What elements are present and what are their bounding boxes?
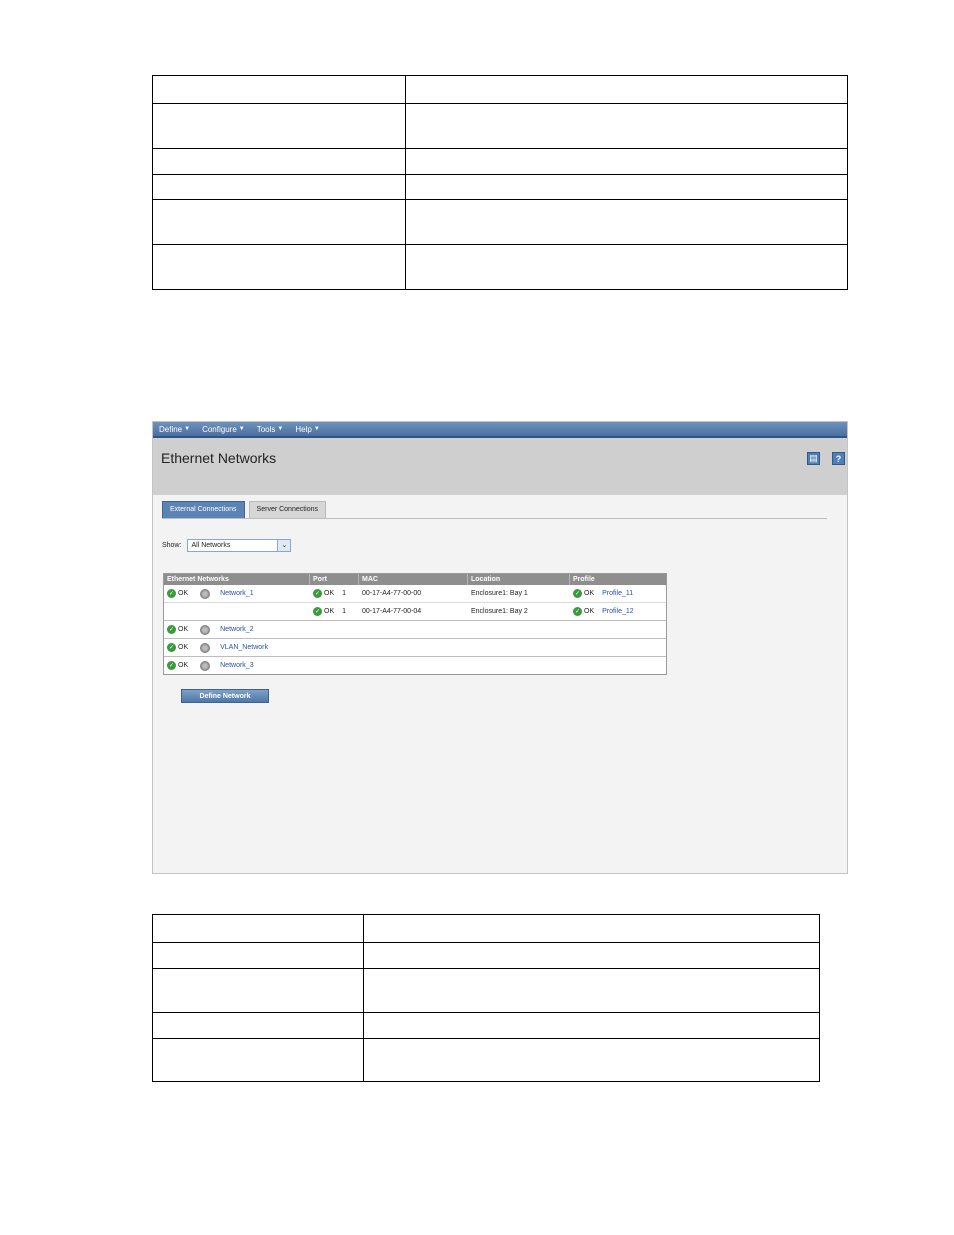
location-value: Enclosure1: Bay 1 [471, 590, 528, 597]
port-cell [310, 607, 359, 616]
location-value: Enclosure1: Bay 2 [471, 608, 528, 615]
network-cell [164, 661, 310, 671]
menu-configure[interactable] [202, 425, 245, 434]
show-filter [162, 539, 291, 552]
gear-icon[interactable] [200, 661, 210, 671]
menu-configure-label: Configure [202, 424, 237, 434]
ok-icon: ✓ [314, 591, 321, 597]
table-header [164, 574, 666, 585]
status-text: OK [324, 590, 335, 597]
chevron-down-icon: ▼ [238, 426, 245, 432]
menu-help[interactable] [295, 425, 319, 434]
ok-icon: ✓ [574, 609, 581, 615]
table-row [164, 585, 666, 603]
profile-link[interactable]: Profile_12 [602, 608, 634, 615]
column-header-location[interactable]: Location [468, 574, 570, 585]
network-link[interactable]: Network_1 [220, 590, 254, 597]
gear-icon[interactable] [200, 643, 210, 653]
port-cell [310, 589, 359, 598]
show-select[interactable] [187, 539, 291, 552]
port-value: 1 [342, 590, 347, 597]
print-icon[interactable]: ▤ [807, 452, 820, 465]
table-row [164, 639, 666, 657]
networks-table [163, 573, 667, 675]
tab-bar [162, 501, 326, 519]
menu-define[interactable] [159, 425, 190, 434]
status-text: OK [178, 590, 189, 597]
ok-icon: ✓ [574, 591, 581, 597]
chevron-down-icon: ▼ [184, 426, 191, 432]
status-text: OK [178, 662, 189, 669]
status-text: OK [584, 608, 595, 615]
profile-cell [570, 589, 664, 598]
status-text: OK [584, 590, 595, 597]
gear-icon[interactable] [200, 625, 210, 635]
column-header-mac[interactable]: MAC [359, 574, 468, 585]
show-select-value: All Networks [191, 542, 231, 549]
menu-tools-label: Tools [256, 424, 276, 434]
chevron-down-icon: ▼ [277, 426, 284, 432]
ok-icon: ✓ [168, 591, 175, 597]
ok-icon: ✓ [168, 627, 175, 633]
ok-icon: ✓ [168, 663, 175, 669]
port-value: 1 [342, 608, 347, 615]
menu-help-label: Help [295, 424, 312, 434]
profile-cell [570, 607, 664, 616]
page-header [153, 438, 847, 495]
network-link[interactable]: Network_2 [220, 626, 254, 633]
profile-link[interactable]: Profile_11 [602, 590, 634, 597]
table-row [164, 603, 666, 621]
status-text: OK [324, 608, 335, 615]
top-table [152, 75, 848, 290]
page-title: Ethernet Networks [161, 450, 277, 466]
table-row [164, 621, 666, 639]
chevron-down-icon[interactable]: ⌄ [277, 540, 290, 551]
column-header-profile[interactable]: Profile [573, 576, 595, 583]
tab-server-connections[interactable]: Server Connections [249, 501, 326, 519]
bottom-table [152, 914, 820, 1082]
mac-value: 00-17-A4-77-00-04 [362, 608, 422, 615]
network-link[interactable]: Network_3 [220, 662, 254, 669]
column-header-port[interactable]: Port [310, 574, 359, 585]
ok-icon: ✓ [314, 609, 321, 615]
menu-define-label: Define [159, 424, 183, 434]
network-cell [164, 589, 310, 599]
tab-external-connections[interactable]: External Connections [162, 501, 245, 519]
network-cell [164, 625, 310, 635]
tab-divider [162, 518, 827, 519]
app-window [152, 421, 848, 874]
network-cell [164, 643, 310, 653]
define-network-button[interactable]: Define Network [181, 689, 269, 703]
menu-bar [153, 422, 847, 438]
table-row [164, 657, 666, 674]
show-label: Show: [162, 542, 182, 549]
column-header-ethernet-networks[interactable]: Ethernet Networks [164, 574, 310, 585]
ok-icon: ✓ [168, 645, 175, 651]
menu-tools[interactable] [257, 425, 284, 434]
help-icon[interactable]: ? [832, 452, 845, 465]
gear-icon[interactable] [200, 589, 210, 599]
chevron-down-icon: ▼ [313, 426, 320, 432]
network-link[interactable]: VLAN_Network [220, 644, 268, 651]
status-text: OK [178, 626, 189, 633]
mac-value: 00-17-A4-77-00-00 [362, 590, 422, 597]
status-text: OK [178, 644, 189, 651]
